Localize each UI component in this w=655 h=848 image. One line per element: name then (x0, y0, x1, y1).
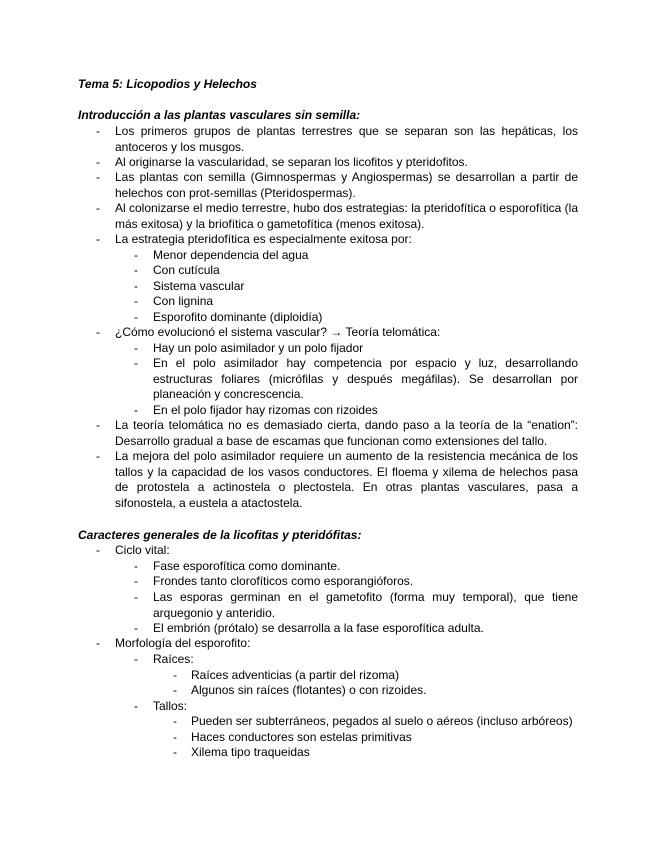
bullet-dash: - (96, 325, 100, 339)
list-item-text: En el polo asimilador hay competencia por espacio y luz, desarrollando estructuras foliares (micrófilas y después megáfilas). Se desarrollan por planeación y concrescencia. (153, 356, 578, 401)
list-item-text: La mejora del polo asimilador requiere un aumento de la resistencia mecánica de los tallos y la capacidad de los vasos conductores. El floema y xilema de helechos pasa de protostela a actinostela o plectostela. En otras plantas vasculares, pasa a sifonostela, a eustela a atactostela. (115, 449, 578, 510)
list-item-text: La estrategia pteridofítica es especialmente exitosa por: (115, 232, 412, 246)
bullet-dash: - (134, 310, 138, 324)
list-item-text: Sistema vascular (153, 279, 245, 293)
bullet-dash: - (96, 232, 100, 246)
bullet-dash: - (134, 574, 138, 588)
list-item-text: Esporofito dominante (diploidía) (153, 310, 323, 324)
list-item-text: Con lignina (153, 294, 214, 308)
bullet-dash: - (96, 201, 100, 215)
section-heading-characters: Caracteres generales de la licofitas y pteridófitas: (78, 528, 362, 542)
list-item-text: Pueden ser subterráneos, pegados al suelo o aéreos (incluso arbóreos) (191, 714, 573, 728)
bullet-dash: - (134, 356, 138, 370)
bullet-dash: - (134, 652, 138, 666)
section-heading-intro: Introducción a las plantas vasculares sin semilla: (78, 108, 361, 122)
list-item-text: En el polo fijador hay rizomas con rizoides (153, 403, 378, 417)
bullet-dash: - (96, 449, 100, 463)
list-item-text: Las plantas con semilla (Gimnospermas y Angiospermas) se desarrollan a partir de helechos con prot-semillas (Pteridospermas). (115, 170, 578, 200)
bullet-dash: - (96, 418, 100, 432)
list-item-text: La teoría telomática no es demasiado cierta, dando paso a la teoría de la “enation”: Desarrollo gradual a base de escamas que funcionan como extensiones del tallo. (115, 418, 578, 448)
list-item-text: Algunos sin raíces (flotantes) o con rizoides. (191, 683, 427, 697)
bullet-dash: - (96, 124, 100, 138)
bullet-dash: - (134, 699, 138, 713)
list-item-text: Xilema tipo traqueidas (191, 745, 310, 759)
list-item-text: Las esporas germinan en el gametofito (forma muy temporal), que tiene arquegonio y anteridio. (153, 590, 578, 620)
list-item-text: Raíces: (153, 652, 194, 666)
bullet-dash: - (134, 263, 138, 277)
bullet-dash: - (134, 341, 138, 355)
bullet-dash: - (96, 155, 100, 169)
list-item-text: Raíces adventicias (a partir del rizoma) (191, 668, 400, 682)
bullet-dash: - (173, 683, 177, 697)
list-item-text: Al colonizarse el medio terrestre, hubo dos estrategias: la pteridofítica o esporofítica (la más exitosa) y la briofítica o gametofítica (menos exitosa). (115, 201, 578, 231)
bullet-dash: - (96, 170, 100, 184)
list-item-text: Haces conductores son estelas primitivas (191, 730, 412, 744)
bullet-dash: - (134, 403, 138, 417)
bullet-dash: - (134, 279, 138, 293)
list-item-text: Con cutícula (153, 263, 220, 277)
bullet-dash: - (134, 621, 138, 635)
list-item-text: Menor dependencia del agua (153, 248, 309, 262)
list-item-text: Fase esporofítica como dominante. (153, 559, 341, 573)
list-item-text: Frondes tanto clorofíticos como esporangióforos. (153, 574, 414, 588)
document-title: Tema 5: Licopodios y Helechos (78, 77, 257, 91)
list-item-text: Los primeros grupos de plantas terrestres que se separan son las hepáticas, los antoceros y los musgos. (115, 124, 578, 154)
list-item-text: Ciclo vital: (115, 543, 170, 557)
bullet-dash: - (173, 730, 177, 744)
list-item-text: El embrión (prótalo) se desarrolla a la fase esporofítica adulta. (153, 621, 484, 635)
list-item-text: Morfología del esporofito: (115, 636, 251, 650)
list-item-text: Hay un polo asimilador y un polo fijador (153, 341, 364, 355)
bullet-dash: - (134, 559, 138, 573)
bullet-dash: - (173, 745, 177, 759)
bullet-dash: - (134, 590, 138, 604)
bullet-dash: - (134, 248, 138, 262)
list-item-text: ¿Cómo evolucionó el sistema vascular? → Teoría telomática: (115, 325, 441, 339)
bullet-dash: - (96, 543, 100, 557)
bullet-dash: - (173, 668, 177, 682)
bullet-dash: - (173, 714, 177, 728)
list-item-text: Tallos: (153, 699, 188, 713)
bullet-dash: - (134, 294, 138, 308)
bullet-dash: - (96, 636, 100, 650)
list-item-text: Al originarse la vascularidad, se separan los licofitos y pteridofitos. (115, 155, 468, 169)
